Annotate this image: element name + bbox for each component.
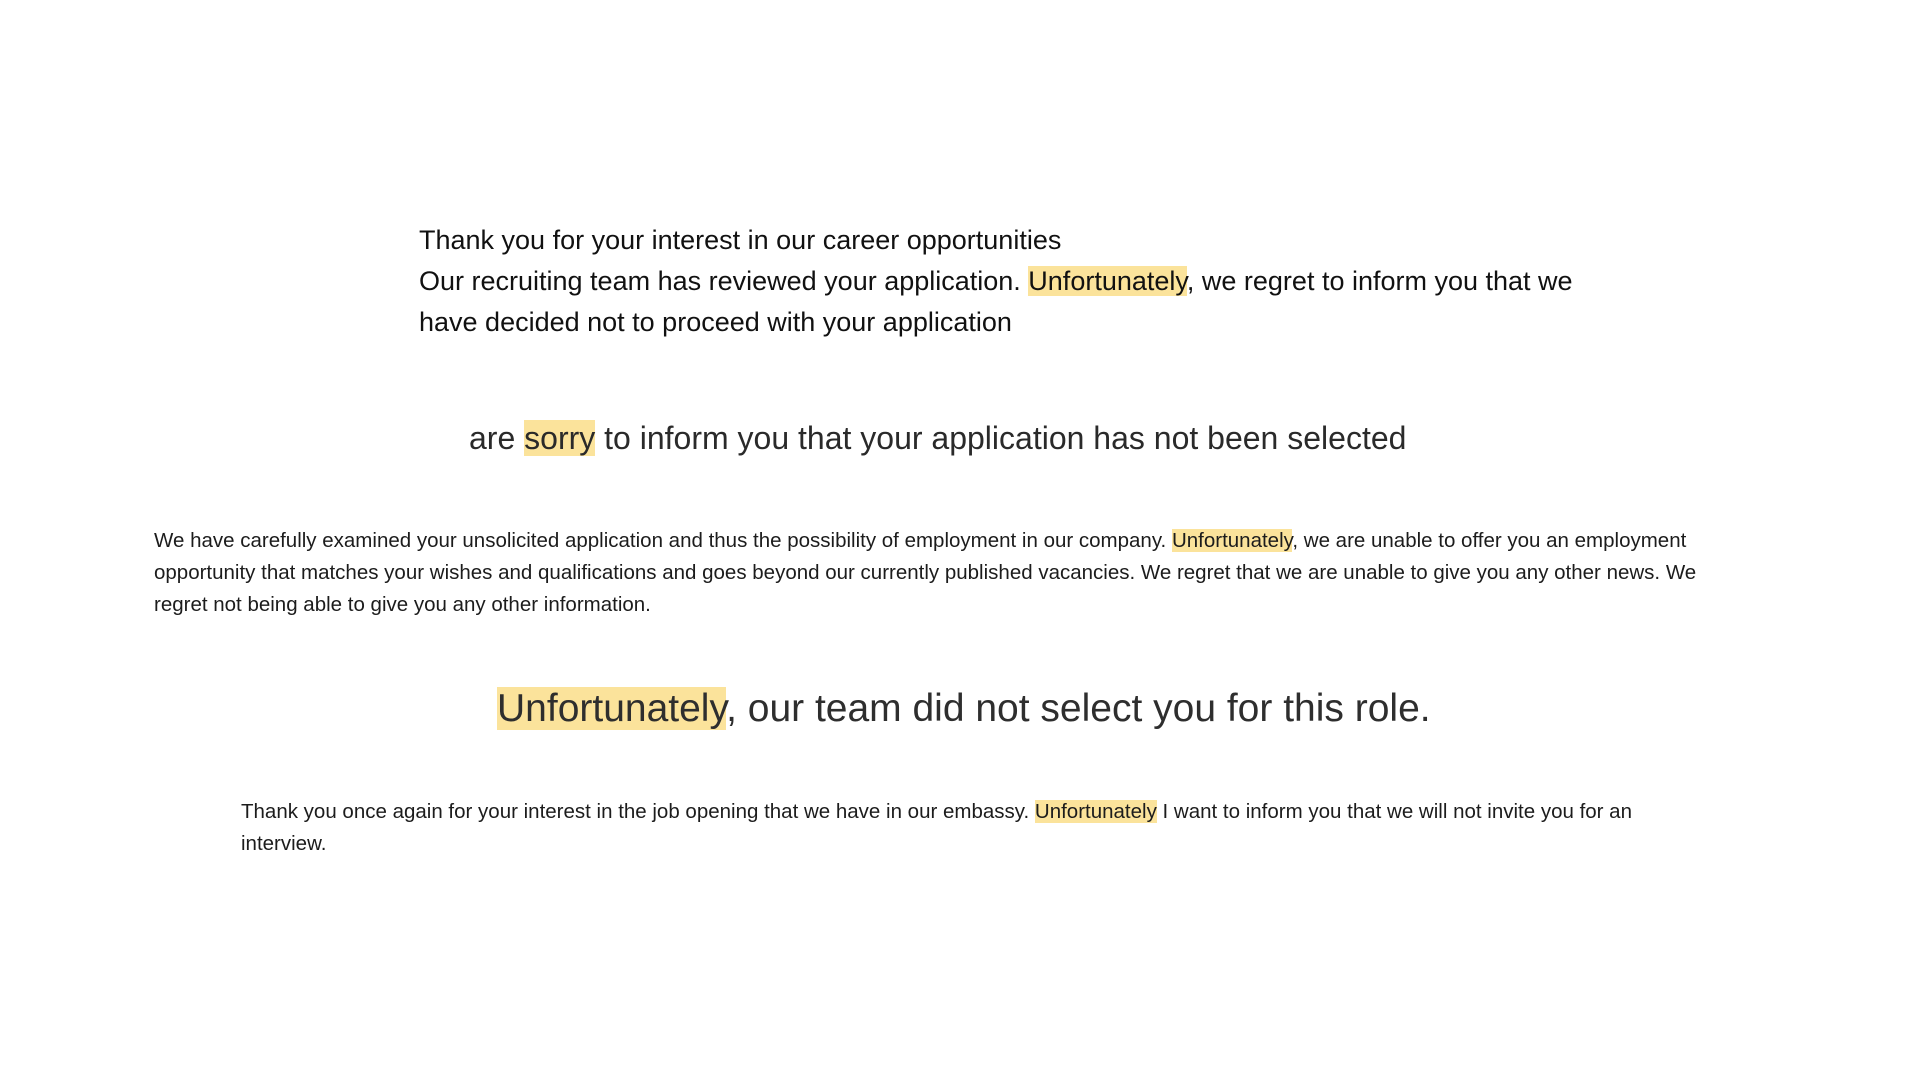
paragraph-line	[419, 261, 1573, 302]
paragraph-line	[241, 796, 1632, 828]
highlighted-word: Unfortunately	[1034, 800, 1157, 823]
text-segment: to inform you that your application has not been selected	[595, 420, 1407, 456]
paragraph-team-not-select	[497, 682, 1431, 736]
highlighted-word: Unfortunately	[1171, 529, 1293, 552]
text-segment: , we regret to inform you that we	[1186, 266, 1573, 296]
paragraph-line	[419, 302, 1573, 343]
paragraph-line	[419, 220, 1573, 261]
text-segment: Our recruiting team has reviewed your application.	[419, 266, 1029, 296]
text-segment: have decided not to proceed with your application	[419, 307, 1012, 337]
text-segment: We have carefully examined your unsolicited application and thus the possibility of employment in our company.	[154, 529, 1172, 552]
text-segment: are	[469, 420, 525, 456]
text-segment: , our team did not select you for this role.	[726, 687, 1431, 730]
paragraph-line	[154, 589, 1696, 621]
paragraph-sorry	[469, 416, 1406, 460]
highlighted-word: Unfortunately	[1028, 266, 1187, 296]
highlighted-word: Unfortunately	[497, 687, 727, 730]
text-segment: I want to inform you that we will not invite you for an	[1156, 800, 1632, 823]
paragraph-career-opportunities	[419, 220, 1573, 343]
text-segment: Thank you once again for your interest in the job opening that we have in our embassy.	[241, 800, 1035, 823]
text-segment: regret not being able to give you any other information.	[154, 593, 651, 616]
text-segment: , we are unable to offer you an employment	[1292, 529, 1687, 552]
paragraph-line	[469, 416, 1406, 460]
text-segment: interview.	[241, 832, 327, 855]
paragraph-line	[154, 525, 1696, 557]
paragraph-line	[241, 828, 1632, 860]
paragraph-line	[497, 682, 1431, 736]
paragraph-unsolicited-application	[154, 525, 1696, 621]
text-segment: Thank you for your interest in our career opportunities	[419, 225, 1062, 255]
paragraph-line	[154, 557, 1696, 589]
highlighted-word: sorry	[524, 420, 596, 456]
text-segment: opportunity that matches your wishes and qualifications and goes beyond our currently published vacancies. We regret that we are unable to give you any other news. We	[154, 561, 1697, 584]
paragraph-embassy	[241, 796, 1632, 860]
